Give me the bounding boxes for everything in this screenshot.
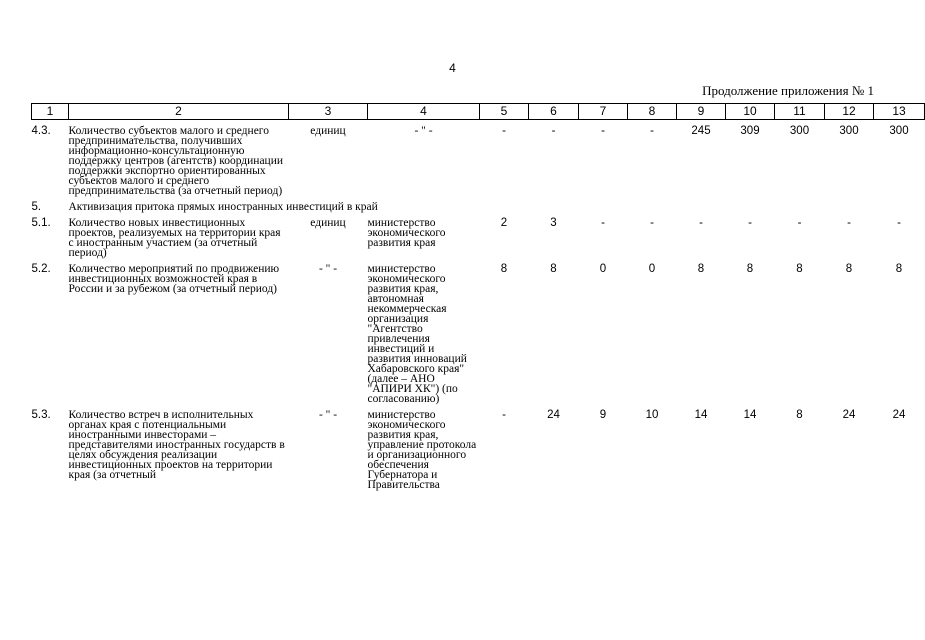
indicator-value: 24 xyxy=(547,409,560,421)
column-number-header-row xyxy=(32,104,925,120)
indicator-value: 8 xyxy=(500,263,508,275)
column-header: 5 xyxy=(480,104,529,120)
column-header: 6 xyxy=(529,104,579,120)
indicator-value: 14 xyxy=(743,409,757,421)
indicators-table xyxy=(31,103,925,490)
row-number: 5.1. xyxy=(31,217,51,229)
indicator-value: 8 xyxy=(746,263,754,275)
column-header: 1 xyxy=(32,104,69,120)
table-row xyxy=(32,218,925,258)
indicator-value: - xyxy=(551,125,556,137)
indicator-value: - xyxy=(601,125,605,137)
responsible-executor: министерство экономического развития края, автономная некоммерческая организация "Агентство привлечения инвестиций и развития инноваций Хабаровского края" (далее – АНО "АПИРИ ХК") (по согласованию) xyxy=(367,263,467,405)
column-header: 2 xyxy=(69,104,289,120)
responsible-executor: министерство экономического развития края xyxy=(367,217,446,249)
indicator-value: 8 xyxy=(796,263,803,275)
appendix-continuation-label: Продолжение приложения № 1 xyxy=(702,83,874,98)
indicator-value: - xyxy=(650,125,654,137)
indicator-value: 8 xyxy=(796,409,803,421)
responsible-executor: - " - xyxy=(414,125,433,137)
indicator-value: 300 xyxy=(789,125,810,137)
indicator-value: 0 xyxy=(599,263,607,275)
column-header: 3 xyxy=(289,104,368,120)
column-header: 9 xyxy=(677,104,726,120)
indicator-value: 10 xyxy=(645,409,659,421)
indicator-value: - xyxy=(897,217,901,229)
unit-of-measure: единиц xyxy=(310,125,346,137)
indicator-name: Количество мероприятий по продвижению инвестиционных возможностей края в России и за рубежом (за отчетный период) xyxy=(68,263,280,295)
indicator-value: 8 xyxy=(697,263,705,275)
indicator-value: - xyxy=(502,409,506,421)
indicator-value: 300 xyxy=(839,125,859,137)
column-header: 12 xyxy=(825,104,874,120)
indicator-value: 3 xyxy=(550,217,557,229)
indicator-value: 24 xyxy=(842,409,856,421)
indicator-value: 245 xyxy=(691,125,711,137)
indicator-value: - xyxy=(650,217,654,229)
indicator-value: 300 xyxy=(889,125,909,137)
indicator-value: - xyxy=(797,217,802,229)
table-row xyxy=(32,126,925,196)
indicator-value: - xyxy=(847,217,851,229)
indicator-value: - xyxy=(502,125,506,137)
indicator-value: 9 xyxy=(599,409,607,421)
section-row xyxy=(32,202,925,212)
column-header: 13 xyxy=(874,104,925,120)
table-row xyxy=(32,410,925,490)
indicator-name: Количество субъектов малого и среднего предпринимательства, получивших информационно-консультационную поддержку центров (агентств) координации поддержки экспортно ориентированных субъектов малого и среднего предпринимательства (за отчетный период) xyxy=(68,125,284,197)
indicator-value: - xyxy=(699,217,703,229)
column-header: 7 xyxy=(579,104,628,120)
section-number: 5. xyxy=(31,201,42,213)
indicator-value: 24 xyxy=(892,409,906,421)
indicator-value: 8 xyxy=(845,263,853,275)
indicator-value: 8 xyxy=(550,263,557,275)
indicator-value: 309 xyxy=(740,125,760,137)
row-number: 5.2. xyxy=(31,263,51,275)
indicator-value: 14 xyxy=(694,409,708,421)
column-header: 4 xyxy=(368,104,480,120)
row-number: 5.3. xyxy=(31,409,51,421)
row-number: 4.3. xyxy=(31,125,51,137)
column-header: 11 xyxy=(775,104,825,120)
section-title: Активизация притока прямых иностранных инвестиций в край xyxy=(68,201,378,213)
unit-of-measure: - " - xyxy=(318,263,338,275)
page-number: 4 xyxy=(449,61,456,75)
indicator-value: 8 xyxy=(895,263,903,275)
unit-of-measure: - " - xyxy=(318,409,338,421)
table-row xyxy=(32,264,925,404)
indicator-name: Количество встреч в исполнительных органах края с потенциальными иностранными инвесторами – представителями иностранных государств в целях обсуждения реализации инвестиционных проектов на территории края (за отчетный xyxy=(68,409,285,481)
indicator-value: - xyxy=(601,217,605,229)
column-header: 10 xyxy=(726,104,775,120)
indicator-value: - xyxy=(748,217,752,229)
indicator-name: Количество новых инвестиционных проектов, реализуемых на территории края с иностранным участием (за отчетный период) xyxy=(68,217,281,259)
unit-of-measure: единиц xyxy=(310,217,346,229)
indicator-value: 2 xyxy=(500,217,508,229)
indicator-value: 0 xyxy=(648,263,656,275)
column-header: 8 xyxy=(628,104,677,120)
responsible-executor: министерство экономического развития края, управление протокола и организационного обеспечения Губернатора и Правительства xyxy=(367,409,477,491)
